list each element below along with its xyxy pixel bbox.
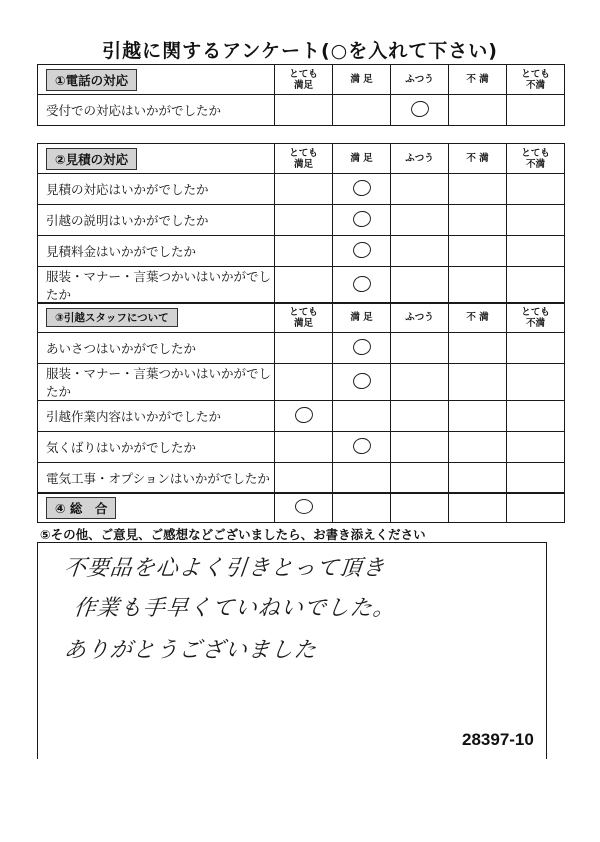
question-text: 気くばりはいかがでしたか (38, 432, 275, 463)
answer-cell[interactable] (275, 236, 333, 267)
overall-option-2[interactable] (391, 493, 449, 523)
remarks-line-2: 作業も手早くていねいでした。 (72, 596, 398, 621)
circle-mark-icon (351, 178, 372, 197)
answer-cell[interactable] (507, 205, 565, 236)
survey-title: 引越に関するアンケート(○を入れて下さい) (102, 40, 498, 62)
answer-cell[interactable] (391, 205, 449, 236)
question-text: 電気工事・オプションはいかがでしたか (38, 463, 275, 494)
answer-cell[interactable] (391, 432, 449, 463)
section-moving-staff (37, 302, 565, 494)
answer-cell[interactable] (507, 432, 565, 463)
option-header-normal: ふつう (391, 303, 449, 333)
answer-cell[interactable] (449, 333, 507, 364)
answer-cell[interactable] (507, 401, 565, 432)
remarks-line-3: ありがとうございました (62, 638, 319, 663)
section-label: ③引越スタッフについて (46, 308, 178, 327)
remarks-box[interactable] (37, 542, 547, 759)
answer-cell[interactable] (391, 95, 449, 126)
overall-option-0[interactable] (275, 493, 333, 523)
answer-cell[interactable] (275, 95, 333, 126)
answer-cell[interactable] (333, 174, 391, 205)
question-row (38, 432, 565, 463)
question-row (38, 401, 565, 432)
section-phone-response (37, 64, 565, 126)
answer-cell[interactable] (275, 174, 333, 205)
answer-cell[interactable] (391, 333, 449, 364)
answer-cell[interactable] (333, 267, 391, 304)
section-label: ①電話の対応 (46, 69, 137, 91)
answer-cell[interactable] (449, 432, 507, 463)
answer-cell[interactable] (449, 267, 507, 304)
answer-cell[interactable] (507, 236, 565, 267)
question-row (38, 174, 565, 205)
circle-mark-icon (351, 371, 372, 390)
answer-cell[interactable] (507, 95, 565, 126)
circle-mark-icon (409, 99, 430, 118)
option-header-very-satisfied: とても 満足 (275, 303, 333, 333)
circle-mark-icon (351, 209, 372, 228)
overall-option-1[interactable] (333, 493, 391, 523)
question-row (38, 333, 565, 364)
question-row (38, 236, 565, 267)
question-row (38, 267, 565, 304)
question-text: 見積の対応はいかがでしたか (38, 174, 275, 205)
answer-cell[interactable] (275, 432, 333, 463)
answer-cell[interactable] (275, 333, 333, 364)
option-header-satisfied: 満 足 (333, 303, 391, 333)
answer-cell[interactable] (391, 267, 449, 304)
answer-cell[interactable] (391, 463, 449, 494)
question-text: あいさつはいかがでしたか (38, 333, 275, 364)
question-text: 引越作業内容はいかがでしたか (38, 401, 275, 432)
answer-cell[interactable] (449, 205, 507, 236)
option-header-dissatisfied: 不 満 (449, 144, 507, 174)
question-row (38, 95, 565, 126)
section-label: ②見積の対応 (46, 148, 137, 170)
question-text: 受付での対応はいかがでしたか (38, 95, 275, 126)
question-row (38, 364, 565, 401)
remarks-label: ⑤その他、ご意見、ご感想などございましたら、お書き添えください (40, 527, 426, 542)
section-overall (37, 492, 565, 523)
answer-cell[interactable] (275, 364, 333, 401)
question-text: 引越の説明はいかがでしたか (38, 205, 275, 236)
option-header-satisfied: 満 足 (333, 144, 391, 174)
answer-cell[interactable] (449, 463, 507, 494)
answer-cell[interactable] (333, 236, 391, 267)
answer-cell[interactable] (507, 463, 565, 494)
answer-cell[interactable] (449, 95, 507, 126)
overall-option-4[interactable] (507, 493, 565, 523)
option-header-very-satisfied: とても 満足 (275, 65, 333, 95)
option-header-normal: ふつう (391, 65, 449, 95)
question-row (38, 463, 565, 494)
answer-cell[interactable] (391, 364, 449, 401)
option-header-dissatisfied: 不 満 (449, 65, 507, 95)
answer-cell[interactable] (333, 95, 391, 126)
answer-cell[interactable] (391, 401, 449, 432)
answer-cell[interactable] (507, 364, 565, 401)
circle-mark-icon (351, 240, 372, 259)
option-header-satisfied: 満 足 (333, 65, 391, 95)
answer-cell[interactable] (333, 401, 391, 432)
answer-cell[interactable] (333, 463, 391, 494)
answer-cell[interactable] (391, 174, 449, 205)
circle-mark-icon (293, 405, 314, 424)
form-id: 28397-10 (462, 730, 534, 749)
answer-cell[interactable] (333, 432, 391, 463)
section-label: ④ 総 合 (46, 497, 116, 519)
question-text: 服装・マナー・言葉つかいはいかがでしたか (38, 364, 275, 401)
answer-cell[interactable] (449, 236, 507, 267)
option-header-normal: ふつう (391, 144, 449, 174)
answer-cell[interactable] (333, 205, 391, 236)
answer-cell[interactable] (275, 267, 333, 304)
overall-option-3[interactable] (449, 493, 507, 523)
answer-cell[interactable] (275, 401, 333, 432)
answer-cell[interactable] (507, 174, 565, 205)
option-header-very-satisfied: とても 満足 (275, 144, 333, 174)
option-header-very-dissatisfied: とても 不満 (507, 303, 565, 333)
option-header-very-dissatisfied: とても 不満 (507, 65, 565, 95)
circle-mark-icon (351, 337, 372, 356)
circle-mark-icon (351, 436, 372, 455)
question-text: 見積料金はいかがでしたか (38, 236, 275, 267)
answer-cell[interactable] (391, 236, 449, 267)
option-header-dissatisfied: 不 満 (449, 303, 507, 333)
answer-cell[interactable] (449, 401, 507, 432)
answer-cell[interactable] (333, 364, 391, 401)
option-header-very-dissatisfied: とても 不満 (507, 144, 565, 174)
answer-cell[interactable] (449, 364, 507, 401)
circle-mark-icon (351, 274, 372, 293)
answer-cell[interactable] (449, 174, 507, 205)
answer-cell[interactable] (275, 463, 333, 494)
section-estimate-response (37, 143, 565, 304)
answer-cell[interactable] (275, 205, 333, 236)
answer-cell[interactable] (333, 333, 391, 364)
question-row (38, 205, 565, 236)
question-text: 服装・マナー・言葉つかいはいかがでしたか (38, 267, 275, 304)
answer-cell[interactable] (507, 333, 565, 364)
circle-mark-icon (295, 499, 313, 514)
answer-cell[interactable] (507, 267, 565, 304)
remarks-line-1: 不要品を心よく引きとって頂き (62, 556, 387, 581)
